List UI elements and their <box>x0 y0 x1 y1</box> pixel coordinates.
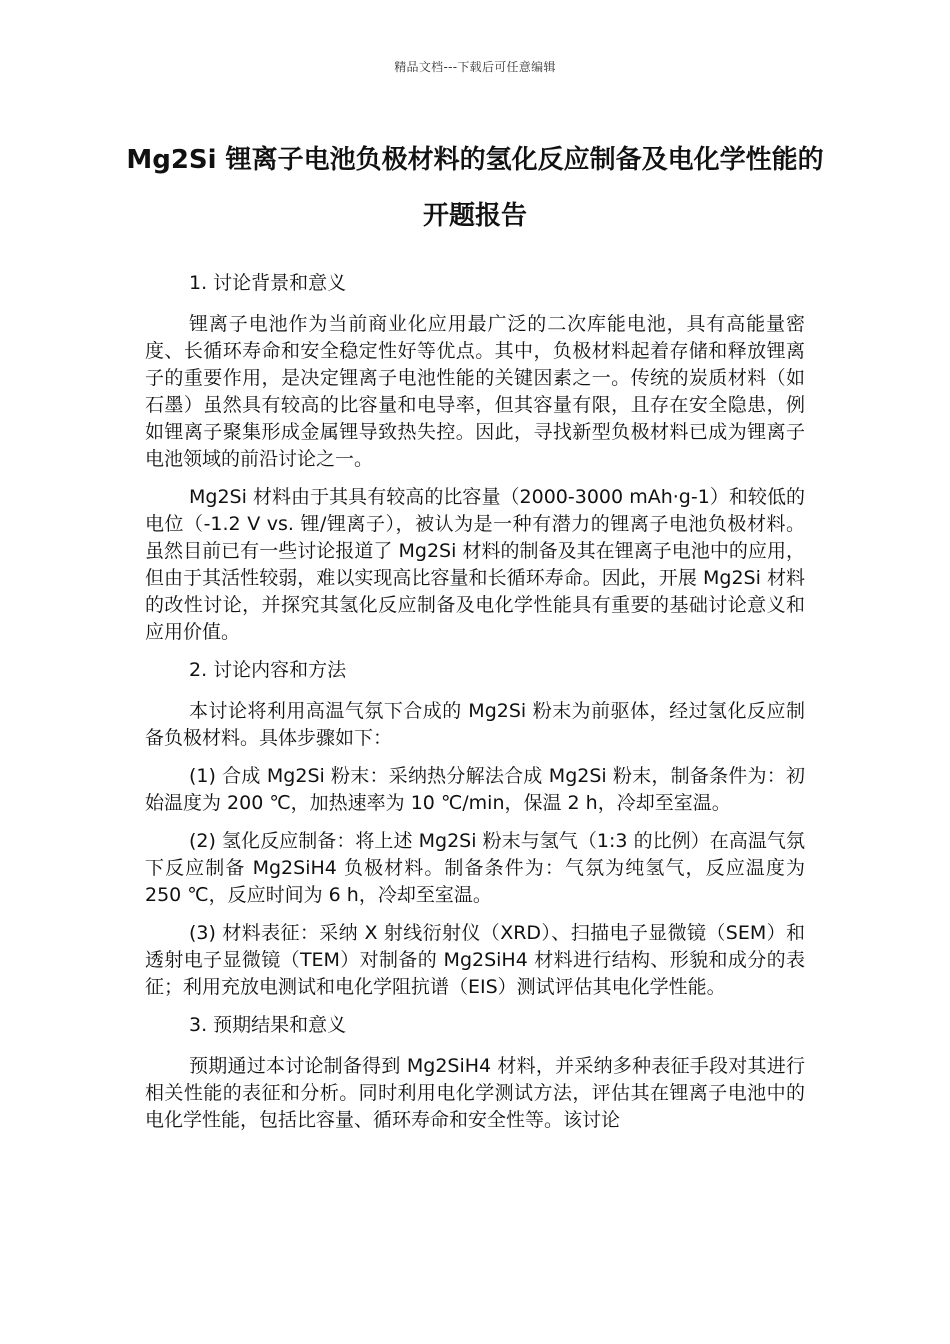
section-methods <box>145 657 805 1001</box>
page-title: Mg2Si 锂离子电池负极材料的氢化反应制备及电化学性能的开题报告 <box>126 145 824 231</box>
paragraph: Mg2Si 材料由于其具有较高的比容量（2000-3000 mAh·g-1）和较低的电位（-1.2 V vs. 锂/锂离子），被认为是一种有潜力的锂离子电池负极材料。虽然目前已有一些讨论报道了 Mg2Si 材料的制备及其在锂离子电池中的应用，但由于其活性较弱，难以实现高比容量和长循环寿命。因此，开展 Mg2Si 材料的改性讨论，并探究其氢化反应制备及电化学性能具有重要的基础讨论意义和应用价值。 <box>145 486 805 643</box>
section-background <box>145 270 805 646</box>
document-body <box>145 270 805 1145</box>
section-expected-results <box>145 1012 805 1134</box>
paragraph: 本讨论将利用高温气氛下合成的 Mg2Si 粉末为前驱体，经过氢化反应制备负极材料。具体步骤如下： <box>145 700 805 749</box>
section-heading: 1. 讨论背景和意义 <box>189 272 347 294</box>
paragraph: (2) 氢化反应制备：将上述 Mg2Si 粉末与氢气（1:3 的比例）在高温气氛下反应制备 Mg2SiH4 负极材料。制备条件为：气氛为纯氢气，反应温度为 250 ℃，反应时间为 6 h，冷却至室温。 <box>145 830 805 906</box>
section-heading: 2. 讨论内容和方法 <box>189 659 347 681</box>
paragraph: 预期通过本讨论制备得到 Mg2SiH4 材料，并采纳多种表征手段对其进行相关性能的表征和分析。同时利用电化学测试方法，评估其在锂离子电池中的电化学性能，包括比容量、循环寿命和安全性等。该讨论 <box>145 1055 805 1131</box>
section-heading: 3. 预期结果和意义 <box>189 1014 347 1036</box>
paragraph: (3) 材料表征：采纳 X 射线衍射仪（XRD）、扫描电子显微镜（SEM）和透射电子显微镜（TEM）对制备的 Mg2SiH4 材料进行结构、形貌和成分的表征；利用充放电测试和电化学阻抗谱（EIS）测试评估其电化学性能。 <box>145 922 805 998</box>
paragraph: 锂离子电池作为当前商业化应用最广泛的二次库能电池，具有高能量密度、长循环寿命和安全稳定性好等优点。其中，负极材料起着存储和释放锂离子的重要作用，是决定锂离子电池性能的关键因素之一。传统的炭质材料（如石墨）虽然具有较高的比容量和电导率，但其容量有限，且存在安全隐患，例如锂离子聚集形成金属锂导致热失控。因此，寻找新型负极材料已成为锂离子电池领域的前沿讨论之一。 <box>145 313 805 470</box>
header-note: 精品文档---下载后可任意编辑 <box>394 60 556 74</box>
paragraph: (1) 合成 Mg2Si 粉末：采纳热分解法合成 Mg2Si 粉末，制备条件为：初始温度为 200 ℃，加热速率为 10 ℃/min，保温 2 h，冷却至室温。 <box>145 765 805 814</box>
